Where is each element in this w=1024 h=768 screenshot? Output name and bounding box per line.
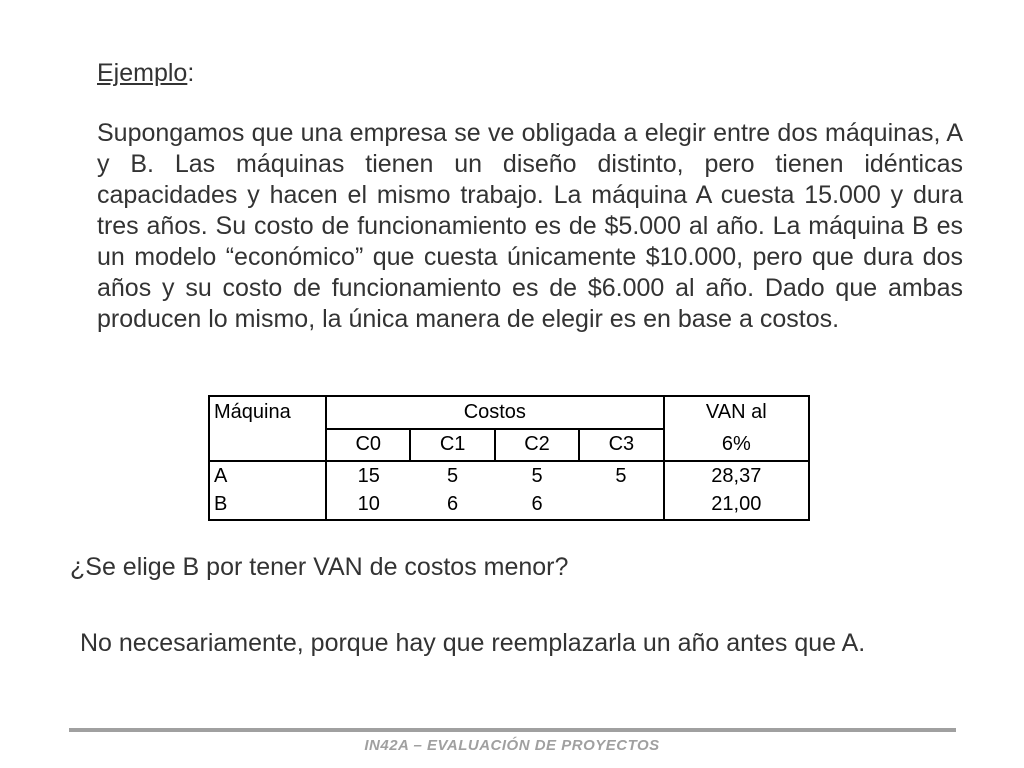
- answer-text: No necesariamente, porque hay que reemplazarla un año antes que A.: [80, 629, 866, 657]
- table-row: [209, 491, 809, 521]
- row-a-c1: 5: [447, 464, 459, 487]
- row-a-c3: 5: [615, 464, 627, 487]
- example-heading-colon: :: [187, 59, 195, 87]
- example-heading: [97, 58, 194, 88]
- header-c2: C2: [495, 429, 579, 462]
- header-van-line1: VAN al: [664, 396, 809, 429]
- footer-divider: [69, 728, 956, 732]
- header-c1: C1: [410, 429, 494, 462]
- row-b-c1: 6: [447, 493, 459, 516]
- table-header-row-1: [209, 396, 809, 429]
- header-c0: C0: [326, 429, 410, 462]
- header-van-line2: 6%: [664, 429, 809, 462]
- row-a-machine: A: [209, 461, 326, 490]
- row-b-c0: 10: [357, 493, 380, 516]
- row-b-c3: [579, 491, 663, 521]
- question-text: ¿Se elige B por tener VAN de costos menor?: [70, 553, 569, 581]
- header-machine: Máquina: [209, 396, 326, 429]
- row-a-c0: 15: [357, 464, 380, 487]
- cost-table: [208, 395, 810, 521]
- problem-paragraph: Supongamos que una empresa se ve obligada a elegir entre dos máquinas, A y B. Las máquinas tienen un diseño distinto, pero tienen idénticas capacidades y hacen el mismo trabajo. La máquina A cuesta 15.000 y dura tres años. Su costo de funcionamiento es de $5.000 al año. La máquina B es un modelo “económico” que cuesta únicamente $10.000, pero que dura dos años y su costo de funcionamiento es de $6.000 al año. Dado que ambas producen lo mismo, la única manera de elegir es en base a costos.: [97, 119, 963, 333]
- header-costs: Costos: [326, 396, 664, 429]
- row-b-machine: B: [209, 491, 326, 521]
- table-header-row-2: [209, 429, 809, 462]
- footer-title: IN42A – EVALUACIÓN DE PROYECTOS: [364, 737, 660, 754]
- table-row: [209, 461, 809, 490]
- header-c3: C3: [579, 429, 663, 462]
- row-b-van: 21,00: [664, 491, 809, 521]
- row-a-c2: 5: [531, 464, 543, 487]
- row-b-c2: 6: [531, 493, 543, 516]
- example-heading-label: Ejemplo: [97, 59, 188, 87]
- row-a-van: 28,37: [664, 461, 809, 490]
- header-machine-empty: [209, 429, 326, 462]
